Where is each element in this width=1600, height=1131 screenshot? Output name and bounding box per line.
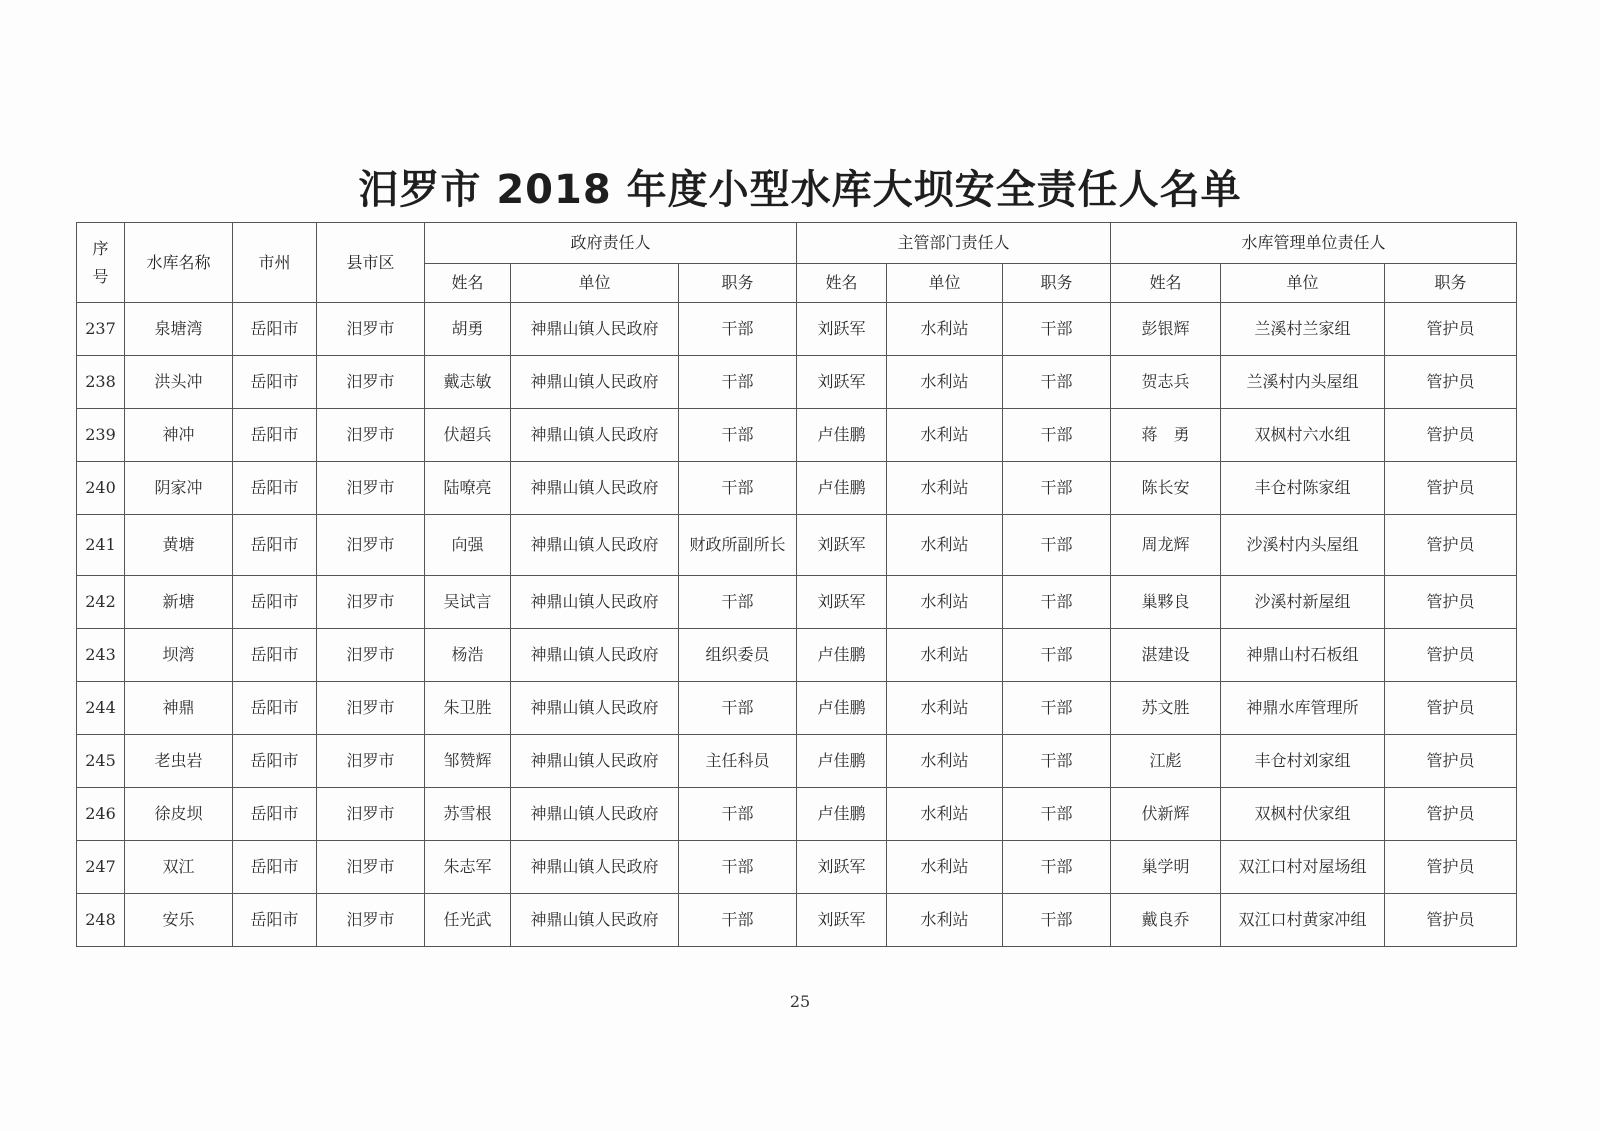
cell-city: 岳阳市	[233, 682, 317, 735]
cell-mgmt-unit: 沙溪村新屋组	[1221, 576, 1385, 629]
cell-mgmt-unit: 丰仓村陈家组	[1221, 462, 1385, 515]
cell-reservoir: 徐皮坝	[125, 788, 233, 841]
cell-city: 岳阳市	[233, 409, 317, 462]
cell-reservoir: 双江	[125, 841, 233, 894]
cell-mgmt-position: 管护员	[1385, 788, 1517, 841]
cell-reservoir: 神鼎	[125, 682, 233, 735]
cell-gov-position: 干部	[679, 576, 797, 629]
cell-gov-unit: 神鼎山镇人民政府	[511, 462, 679, 515]
cell-mgmt-name: 伏新辉	[1111, 788, 1221, 841]
cell-mgmt-unit: 沙溪村内头屋组	[1221, 515, 1385, 576]
cell-seq: 245	[77, 735, 125, 788]
cell-gov-name: 戴志敏	[425, 356, 511, 409]
cell-gov-unit: 神鼎山镇人民政府	[511, 409, 679, 462]
cell-mgmt-position: 管护员	[1385, 894, 1517, 947]
cell-dept-unit: 水利站	[887, 303, 1003, 356]
table-row	[77, 462, 1517, 515]
cell-city: 岳阳市	[233, 462, 317, 515]
cell-gov-position: 干部	[679, 841, 797, 894]
cell-mgmt-position: 管护员	[1385, 629, 1517, 682]
cell-gov-unit: 神鼎山镇人民政府	[511, 515, 679, 576]
cell-city: 岳阳市	[233, 356, 317, 409]
table-row	[77, 629, 1517, 682]
cell-dept-unit: 水利站	[887, 515, 1003, 576]
cell-gov-unit: 神鼎山镇人民政府	[511, 682, 679, 735]
cell-seq: 248	[77, 894, 125, 947]
cell-mgmt-position: 管护员	[1385, 841, 1517, 894]
header-mgmt-name: 姓名	[1111, 264, 1221, 303]
cell-county: 汨罗市	[317, 515, 425, 576]
cell-gov-name: 陆嘹亮	[425, 462, 511, 515]
table-row	[77, 735, 1517, 788]
cell-gov-name: 任光武	[425, 894, 511, 947]
cell-city: 岳阳市	[233, 841, 317, 894]
cell-reservoir: 洪头冲	[125, 356, 233, 409]
cell-dept-unit: 水利站	[887, 788, 1003, 841]
table-row	[77, 682, 1517, 735]
cell-dept-name: 卢佳鹏	[797, 409, 887, 462]
cell-gov-unit: 神鼎山镇人民政府	[511, 629, 679, 682]
cell-dept-position: 干部	[1003, 682, 1111, 735]
cell-dept-name: 刘跃军	[797, 303, 887, 356]
cell-reservoir: 老虫岩	[125, 735, 233, 788]
table-row	[77, 303, 1517, 356]
cell-county: 汨罗市	[317, 303, 425, 356]
cell-gov-name: 朱卫胜	[425, 682, 511, 735]
cell-gov-position: 干部	[679, 462, 797, 515]
cell-dept-name: 卢佳鹏	[797, 735, 887, 788]
cell-seq: 238	[77, 356, 125, 409]
cell-gov-name: 吴试言	[425, 576, 511, 629]
table-row	[77, 841, 1517, 894]
cell-gov-position: 干部	[679, 682, 797, 735]
cell-dept-position: 干部	[1003, 462, 1111, 515]
cell-mgmt-position: 管护员	[1385, 462, 1517, 515]
responsibility-table	[76, 222, 1517, 947]
cell-mgmt-position: 管护员	[1385, 576, 1517, 629]
cell-seq: 243	[77, 629, 125, 682]
cell-city: 岳阳市	[233, 576, 317, 629]
cell-gov-name: 朱志军	[425, 841, 511, 894]
cell-dept-position: 干部	[1003, 894, 1111, 947]
cell-mgmt-name: 彭银辉	[1111, 303, 1221, 356]
cell-mgmt-unit: 兰溪村内头屋组	[1221, 356, 1385, 409]
cell-mgmt-name: 湛建设	[1111, 629, 1221, 682]
cell-seq: 241	[77, 515, 125, 576]
cell-mgmt-name: 戴良乔	[1111, 894, 1221, 947]
cell-mgmt-name: 周龙辉	[1111, 515, 1221, 576]
cell-mgmt-unit: 双枫村六水组	[1221, 409, 1385, 462]
cell-dept-name: 刘跃军	[797, 515, 887, 576]
cell-gov-name: 伏超兵	[425, 409, 511, 462]
header-dept-unit: 单位	[887, 264, 1003, 303]
cell-dept-position: 干部	[1003, 629, 1111, 682]
cell-reservoir: 神冲	[125, 409, 233, 462]
cell-dept-position: 干部	[1003, 576, 1111, 629]
cell-city: 岳阳市	[233, 303, 317, 356]
cell-dept-unit: 水利站	[887, 409, 1003, 462]
table-row	[77, 576, 1517, 629]
cell-reservoir: 安乐	[125, 894, 233, 947]
header-dept-name: 姓名	[797, 264, 887, 303]
cell-city: 岳阳市	[233, 515, 317, 576]
cell-mgmt-unit: 双江口村黄家冲组	[1221, 894, 1385, 947]
cell-mgmt-position: 管护员	[1385, 735, 1517, 788]
header-gov-position: 职务	[679, 264, 797, 303]
cell-gov-position: 干部	[679, 788, 797, 841]
cell-dept-position: 干部	[1003, 788, 1111, 841]
cell-county: 汨罗市	[317, 462, 425, 515]
cell-seq: 246	[77, 788, 125, 841]
header-gov-unit: 单位	[511, 264, 679, 303]
cell-dept-unit: 水利站	[887, 356, 1003, 409]
cell-gov-unit: 神鼎山镇人民政府	[511, 841, 679, 894]
cell-dept-position: 干部	[1003, 356, 1111, 409]
cell-city: 岳阳市	[233, 788, 317, 841]
cell-dept-position: 干部	[1003, 515, 1111, 576]
page-number: 25	[789, 992, 811, 1011]
cell-mgmt-name: 陈长安	[1111, 462, 1221, 515]
cell-city: 岳阳市	[233, 629, 317, 682]
cell-gov-unit: 神鼎山镇人民政府	[511, 356, 679, 409]
cell-gov-unit: 神鼎山镇人民政府	[511, 735, 679, 788]
cell-dept-position: 干部	[1003, 409, 1111, 462]
cell-seq: 237	[77, 303, 125, 356]
cell-dept-unit: 水利站	[887, 894, 1003, 947]
cell-mgmt-unit: 神鼎水库管理所	[1221, 682, 1385, 735]
cell-dept-name: 卢佳鹏	[797, 788, 887, 841]
header-dept-group: 主管部门责任人	[797, 223, 1111, 264]
cell-dept-name: 刘跃军	[797, 356, 887, 409]
cell-gov-position: 财政所副所长	[679, 515, 797, 576]
cell-mgmt-position: 管护员	[1385, 515, 1517, 576]
header-seq: 序 号	[77, 223, 125, 303]
cell-dept-position: 干部	[1003, 735, 1111, 788]
header-dept-position: 职务	[1003, 264, 1111, 303]
header-gov-name: 姓名	[425, 264, 511, 303]
cell-mgmt-unit: 丰仓村刘家组	[1221, 735, 1385, 788]
cell-mgmt-name: 蒋 勇	[1111, 409, 1221, 462]
cell-gov-name: 邹赞辉	[425, 735, 511, 788]
header-reservoir: 水库名称	[125, 223, 233, 303]
cell-seq: 244	[77, 682, 125, 735]
cell-gov-position: 干部	[679, 894, 797, 947]
cell-seq: 240	[77, 462, 125, 515]
cell-gov-position: 干部	[679, 303, 797, 356]
cell-mgmt-name: 江彪	[1111, 735, 1221, 788]
cell-county: 汨罗市	[317, 841, 425, 894]
cell-gov-name: 向强	[425, 515, 511, 576]
cell-county: 汨罗市	[317, 356, 425, 409]
table-row	[77, 409, 1517, 462]
cell-mgmt-position: 管护员	[1385, 682, 1517, 735]
table-row	[77, 788, 1517, 841]
header-mgmt-unit: 单位	[1221, 264, 1385, 303]
cell-dept-name: 卢佳鹏	[797, 462, 887, 515]
header-mgmt-group: 水库管理单位责任人	[1111, 223, 1517, 264]
cell-gov-name: 杨浩	[425, 629, 511, 682]
cell-dept-name: 刘跃军	[797, 894, 887, 947]
table-row	[77, 356, 1517, 409]
cell-mgmt-unit: 双枫村伏家组	[1221, 788, 1385, 841]
cell-reservoir: 泉塘湾	[125, 303, 233, 356]
cell-gov-unit: 神鼎山镇人民政府	[511, 303, 679, 356]
cell-county: 汨罗市	[317, 894, 425, 947]
cell-reservoir: 黄塘	[125, 515, 233, 576]
cell-dept-name: 卢佳鹏	[797, 682, 887, 735]
cell-county: 汨罗市	[317, 735, 425, 788]
cell-mgmt-unit: 神鼎山村石板组	[1221, 629, 1385, 682]
cell-reservoir: 阴家冲	[125, 462, 233, 515]
cell-gov-unit: 神鼎山镇人民政府	[511, 894, 679, 947]
header-mgmt-position: 职务	[1385, 264, 1517, 303]
cell-mgmt-name: 苏文胜	[1111, 682, 1221, 735]
header-city: 市州	[233, 223, 317, 303]
cell-gov-position: 主任科员	[679, 735, 797, 788]
document-title: 汨罗市 2018 年度小型水库大坝安全责任人名单	[358, 167, 1242, 213]
cell-county: 汨罗市	[317, 576, 425, 629]
cell-mgmt-position: 管护员	[1385, 303, 1517, 356]
cell-dept-unit: 水利站	[887, 735, 1003, 788]
header-gov-group: 政府责任人	[425, 223, 797, 264]
cell-gov-position: 干部	[679, 356, 797, 409]
cell-seq: 239	[77, 409, 125, 462]
cell-city: 岳阳市	[233, 894, 317, 947]
cell-gov-position: 组织委员	[679, 629, 797, 682]
table-row	[77, 894, 1517, 947]
cell-mgmt-position: 管护员	[1385, 356, 1517, 409]
cell-dept-unit: 水利站	[887, 462, 1003, 515]
cell-city: 岳阳市	[233, 735, 317, 788]
cell-reservoir: 坝湾	[125, 629, 233, 682]
cell-dept-unit: 水利站	[887, 841, 1003, 894]
cell-mgmt-name: 贺志兵	[1111, 356, 1221, 409]
cell-dept-unit: 水利站	[887, 682, 1003, 735]
cell-mgmt-unit: 双江口村对屋场组	[1221, 841, 1385, 894]
cell-dept-position: 干部	[1003, 303, 1111, 356]
cell-dept-unit: 水利站	[887, 576, 1003, 629]
cell-reservoir: 新塘	[125, 576, 233, 629]
cell-mgmt-position: 管护员	[1385, 409, 1517, 462]
cell-gov-position: 干部	[679, 409, 797, 462]
cell-dept-name: 刘跃军	[797, 576, 887, 629]
table-body	[77, 303, 1517, 947]
cell-county: 汨罗市	[317, 682, 425, 735]
cell-gov-name: 胡勇	[425, 303, 511, 356]
cell-seq: 242	[77, 576, 125, 629]
cell-gov-unit: 神鼎山镇人民政府	[511, 788, 679, 841]
table-row	[77, 515, 1517, 576]
cell-county: 汨罗市	[317, 629, 425, 682]
cell-gov-unit: 神鼎山镇人民政府	[511, 576, 679, 629]
cell-dept-name: 刘跃军	[797, 841, 887, 894]
cell-dept-position: 干部	[1003, 841, 1111, 894]
cell-dept-name: 卢佳鹏	[797, 629, 887, 682]
cell-gov-name: 苏雪根	[425, 788, 511, 841]
cell-mgmt-name: 巢学明	[1111, 841, 1221, 894]
cell-county: 汨罗市	[317, 788, 425, 841]
cell-dept-unit: 水利站	[887, 629, 1003, 682]
cell-mgmt-name: 巢夥良	[1111, 576, 1221, 629]
cell-county: 汨罗市	[317, 409, 425, 462]
cell-seq: 247	[77, 841, 125, 894]
header-county: 县市区	[317, 223, 425, 303]
cell-mgmt-unit: 兰溪村兰家组	[1221, 303, 1385, 356]
